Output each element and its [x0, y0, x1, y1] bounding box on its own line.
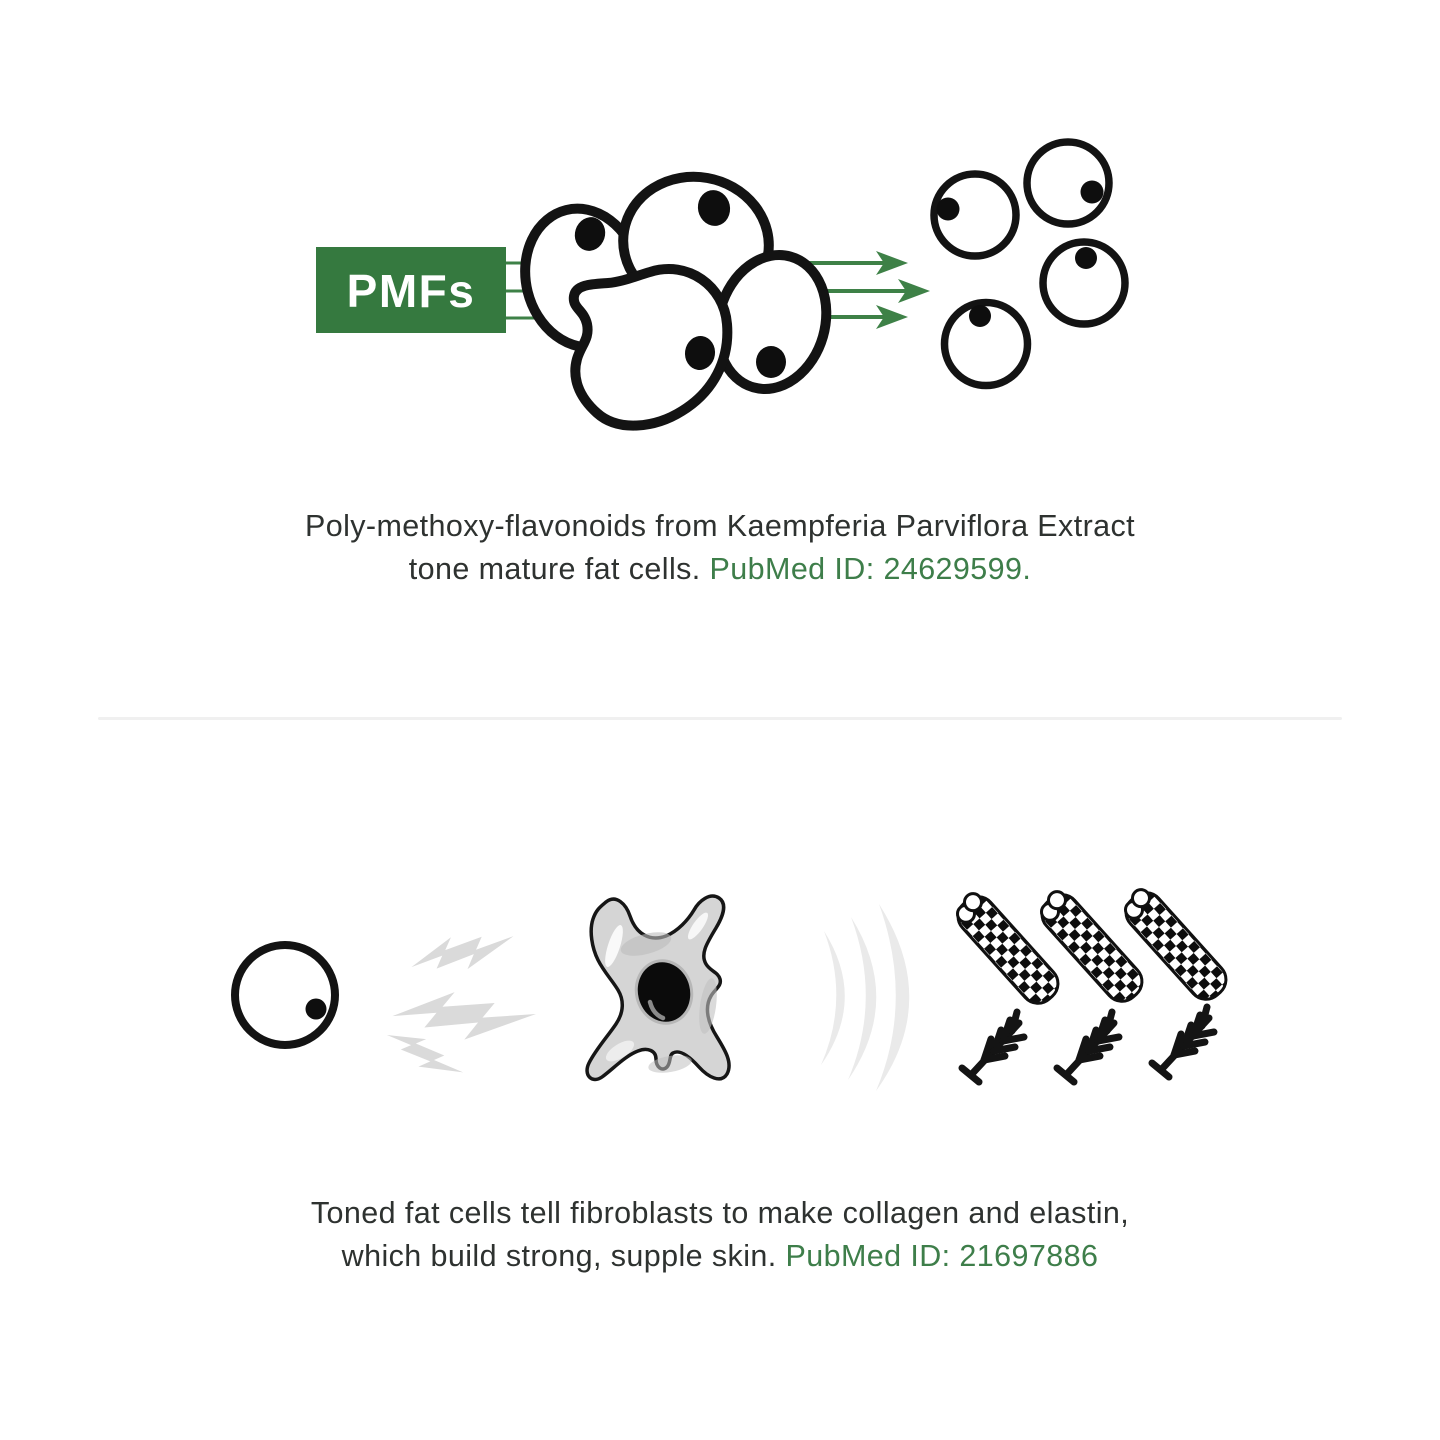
pmfs-diagram [316, 142, 1125, 426]
fibroblast-diagram [235, 883, 1233, 1091]
caption-bottom-line1: Toned fat cells tell fibroblasts to make collagen and elastin, [310, 1196, 1130, 1230]
pmfs-label-text: PMFs [346, 265, 476, 317]
cell-nucleus [756, 346, 786, 378]
cell-nucleus [969, 305, 991, 327]
cell-nucleus [937, 198, 960, 221]
mature-fat-cells-icon [511, 165, 842, 425]
toned-fat-cell-icon [235, 945, 335, 1045]
caption-top-line2 [0, 548, 1440, 591]
pubmed-id-link[interactable]: PubMed ID: 24629599. [709, 552, 1032, 586]
elastin-fibers-icon [962, 1007, 1214, 1082]
fibroblast-icon [587, 896, 729, 1079]
caption-bottom-line2 [0, 1235, 1440, 1278]
cell-nucleus [1075, 247, 1097, 269]
caption-top-line1: Poly-methoxy-flavonoids from Kaempferia Parviflora Extract [304, 509, 1136, 543]
signal-lightning-icon [382, 927, 538, 1089]
cell-nucleus [306, 999, 327, 1020]
pmfs-label [316, 247, 506, 333]
caption-bottom-line2-text: which build strong, supple skin. [341, 1239, 777, 1273]
caption-top [0, 505, 1440, 591]
section-divider [98, 717, 1342, 720]
pubmed-id-link[interactable]: PubMed ID: 21697886 [785, 1239, 1099, 1273]
caption-bottom [0, 1192, 1440, 1278]
toned-fat-cells-icon [934, 142, 1125, 386]
signal-waves-icon [821, 904, 909, 1091]
caption-top-line2-text: tone mature fat cells. [408, 552, 701, 586]
cell-nucleus [1081, 181, 1104, 204]
collagen-fibers-icon [949, 883, 1233, 1010]
